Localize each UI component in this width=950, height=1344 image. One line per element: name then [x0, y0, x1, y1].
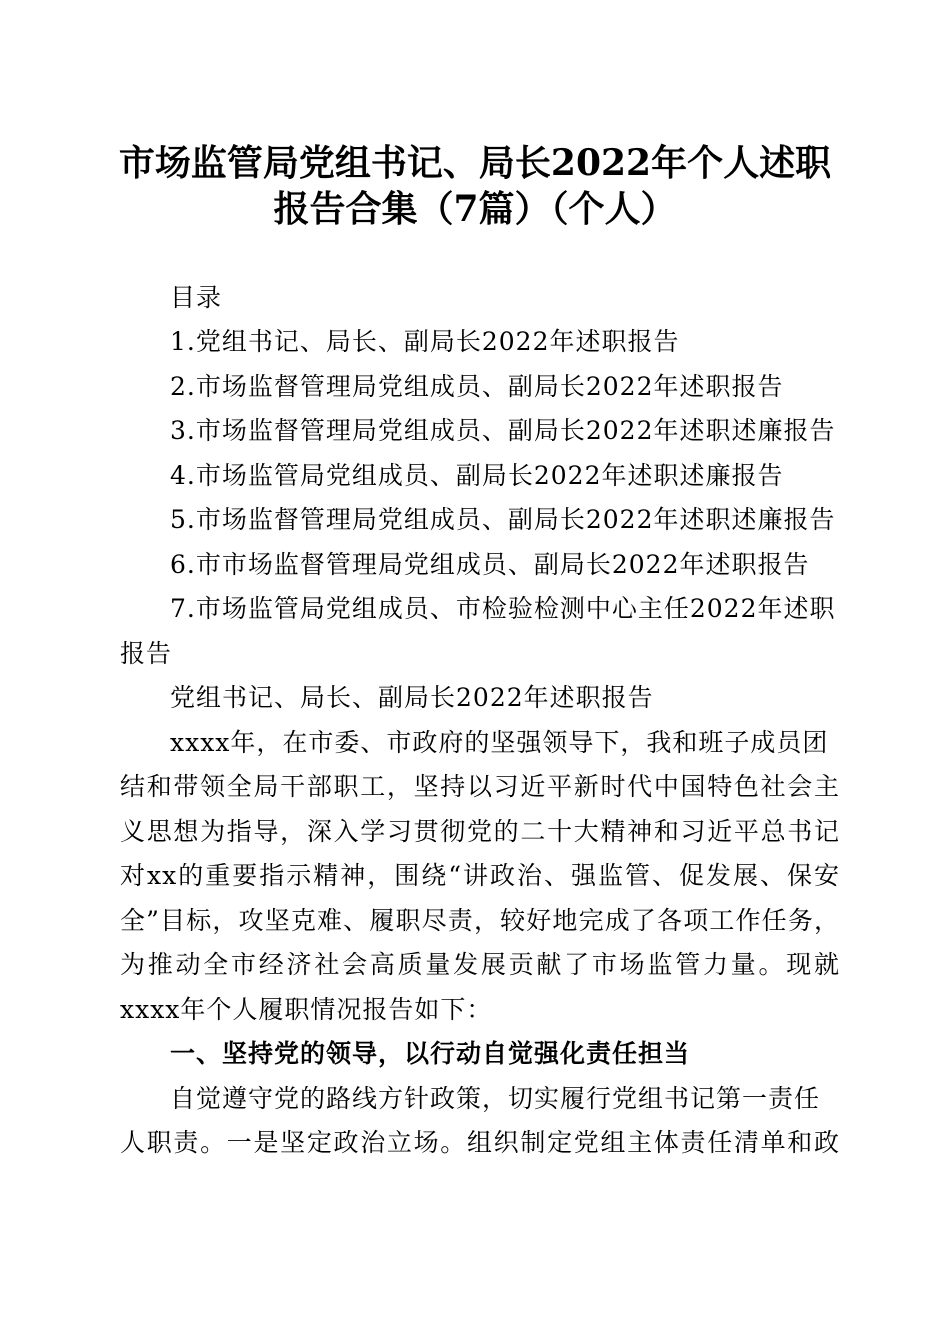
paragraph-1-line-4: 对xx的重要指示精神，围绕“讲政治、强监管、促发展、保安 — [120, 861, 840, 890]
paragraph-1-line-1: xxxx年，在市委、市政府的坚强领导下，我和班子成员团 — [170, 728, 829, 757]
document-title-line-2: 报告合集（7篇）（个人） — [273, 188, 677, 230]
toc-item-1: 1.党组书记、局长、副局长2022年述职报告 — [170, 327, 680, 356]
paragraph-1-line-7: xxxx年个人履职情况报告如下： — [120, 995, 493, 1024]
toc-item-2: 2.市场监督管理局党组成员、副局长2022年述职报告 — [170, 372, 784, 401]
paragraph-1-line-6: 为推动全市经济社会高质量发展贡献了市场监管力量。现就 — [120, 950, 840, 979]
toc-item-3: 3.市场监督管理局党组成员、副局长2022年述职述廉报告 — [170, 416, 836, 445]
section-heading-1: 一、坚持党的领导，以行动自觉强化责任担当 — [170, 1039, 691, 1068]
toc-item-6: 6.市市场监督管理局党组成员、副局长2022年述职报告 — [170, 550, 810, 579]
toc-item-7-line-1: 7.市场监管局党组成员、市检验检测中心主任2022年述职 — [170, 594, 836, 623]
toc-item-4: 4.市场监管局党组成员、副局长2022年述职述廉报告 — [170, 461, 784, 490]
toc-heading: 目录 — [170, 283, 223, 312]
paragraph-2-line-1: 自觉遵守党的路线方针政策，切实履行党组书记第一责任 — [170, 1084, 821, 1113]
section-title: 党组书记、局长、副局长2022年述职报告 — [170, 683, 654, 712]
toc-item-7-line-2: 报告 — [120, 639, 173, 668]
paragraph-1-line-5: 全”目标，攻坚克难、履职尽责，较好地完成了各项工作任务， — [120, 906, 840, 935]
paragraph-2-line-2: 人职责。一是坚定政治立场。组织制定党组主体责任清单和政 — [120, 1128, 840, 1157]
document-title-line-1: 市场监管局党组书记、局长2022年个人述职 — [118, 142, 832, 184]
paragraph-1-line-2: 结和带领全局干部职工，坚持以习近平新时代中国特色社会主 — [120, 772, 840, 801]
toc-item-5: 5.市场监督管理局党组成员、副局长2022年述职述廉报告 — [170, 505, 836, 534]
paragraph-1-line-3: 义思想为指导，深入学习贯彻党的二十大精神和习近平总书记 — [120, 817, 840, 846]
